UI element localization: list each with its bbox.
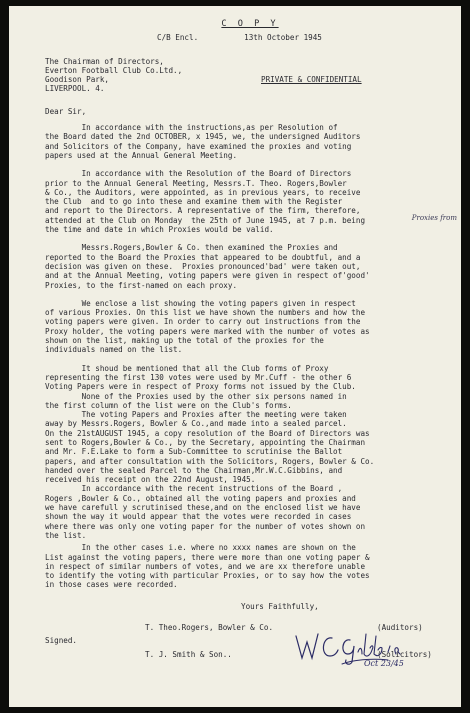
enclosure-ref: C/B Encl. [157,33,199,43]
text-line: papers used at the Annual General Meeting. [45,150,238,160]
body-paragraph [45,123,437,160]
text-line: In accordance with the Resolution of the Board of Directors [45,169,352,179]
body-paragraph [45,364,437,410]
text-line: voting papers were given. In order to carry out instructions from the [45,317,361,327]
address-line: Goodison Park, [45,75,110,85]
margin-annotation: Proxies from [411,214,457,222]
text-line: the first column of the list were on the Club's forms. [45,400,292,410]
text-line: prior to the Annual General Meeting, Messrs.T. Theo. Rogers,Bowler [45,178,347,188]
solicitors-firm: T. J. Smith & Son.. [145,649,232,659]
letter-date: 13th October 1945 [244,33,322,43]
text-line: handed over the sealed Parcel to the Chairman,Mr.W.C.Gibbins, and [45,465,343,475]
text-line: the Board dated the 2nd OCTOBER, x 1945, we, the undersigned Auditors [45,132,361,142]
text-line: to identify the voting with particular Proxies, or to say how the votes [45,571,370,581]
text-line: Proxy holder, the voting papers were marked with the number of votes as [45,326,370,336]
text-line: On the 21stAUGUST 1945, a copy resolution of the Board of Directors was [45,428,370,438]
address-line: The Chairman of Directors, [45,56,164,66]
text-line: List against the voting papers, there were more than one voting paper & [45,552,370,562]
text-line: We enclose a list showing the voting papers given in respect [45,298,356,308]
solicitors-role: (Solicitors) [377,649,432,659]
body-paragraph [45,299,437,355]
text-line: of various Proxies. On this list we have shown the numbers and how the [45,308,366,318]
text-line: In accordance with the instructions,as per Resolution of [45,123,338,133]
text-line: away by Messrs.Rogers, Bowler & Co.,and made into a sealed parcel. [45,419,347,429]
auditors-firm: T. Theo.Rogers, Bowler & Co. [145,623,274,633]
auditors-role: (Auditors) [377,623,423,633]
text-line: decision was given on these. Proxies pronounced'bad' were taken out, [45,261,361,271]
text-line: the list. [45,530,87,540]
signed-label: Signed. [45,636,78,646]
closing: Yours Faithfully, [241,601,319,611]
text-line: and at the Annual Meeting, voting papers were given in respect of'good' [45,271,370,281]
text-line: we have carefull y scrutinised these,and on the enclosed list we have [45,503,361,513]
text-line: and Mr. F.E.Lake to form a Sub-Committee to scrutinise the Ballot [45,447,343,457]
text-line: and report to the Directors. A representative of the firm, therefore, [45,206,361,216]
letter-page [9,6,461,707]
document-title: C O P Y [221,19,279,29]
text-line: where there was only one voting paper for the number of votes shown on [45,521,366,531]
body-paragraph [45,484,437,540]
text-line: and Solicitors of the Company, have examined the proxies and voting [45,141,352,151]
body-paragraph [45,169,437,234]
text-line: representing the first 130 votes were used by Mr.Cuff - the other 6 [45,372,352,382]
text-line: shown on the list, making up the total of the proxies for the [45,336,324,346]
salutation: Dear Sir, [45,106,87,116]
text-line: shown the way it would appear that the votes were recorded in cases [45,512,352,522]
body-paragraph [45,543,437,589]
text-line: In accordance with the recent instructions of the Board , [45,484,343,494]
recipient-address [45,57,437,94]
text-line: Voting Papers were in respect of Proxy forms not issued by the Club. [45,382,356,392]
text-line: received his receipt on the 22nd August, 1945. [45,475,256,485]
handwritten-signature [292,628,422,668]
text-line: reported to the Board the Proxies that appeared to be doubtful, and a [45,252,361,262]
text-line: in those cases were recorded. [45,580,178,590]
body-paragraph [45,243,437,289]
text-line: the time and date in which Proxies would be valid. [45,225,274,235]
address-line: Everton Football Club Co.Ltd., [45,65,183,75]
text-line: Messrs.Rogers,Bowler & Co. then examined the Proxies and [45,243,338,253]
text-line: individuals named on the list. [45,345,183,355]
reference-line [45,33,437,42]
text-line: papers, and after consultation with the Solicitors, Rogers, Bowler & Co. [45,456,375,466]
text-line: In the other cases i.e. where no xxxx names are shown on the [45,543,356,553]
confidential-marking: PRIVATE & CONFIDENTIAL [261,74,362,84]
signature-date: Oct 23/45 [364,659,404,668]
address-block [45,57,437,94]
body-paragraph [45,410,437,484]
text-line: the Club and to go into these and examine them with the Register [45,197,343,207]
text-line: Proxies, to the first-named on each proxy. [45,280,238,290]
text-line: sent to Rogers,Bowler & Co., by the Secretary, appointing the Chairman [45,437,366,447]
text-line: & Co., the Auditors, were appointed, as in previous years, to receive [45,187,361,197]
text-line: It shoud be mentioned that all the Club forms of Proxy [45,363,329,373]
text-line: The voting Papers and Proxies after the meeting were taken [45,410,347,420]
text-line: attended at the Club on Monday the 25th of June 1945, at 7 p.m. being [45,215,366,225]
text-line: Rogers ,Bowler & Co., obtained all the voting papers and proxies and [45,493,356,503]
signature-scribble [292,628,422,668]
text-line: None of the Proxies used by the other six persons named in [45,391,347,401]
text-line: in respect of similar numbers of votes, and we are xx therefore unable [45,561,366,571]
address-line: LIVERPOOL. 4. [45,84,105,94]
